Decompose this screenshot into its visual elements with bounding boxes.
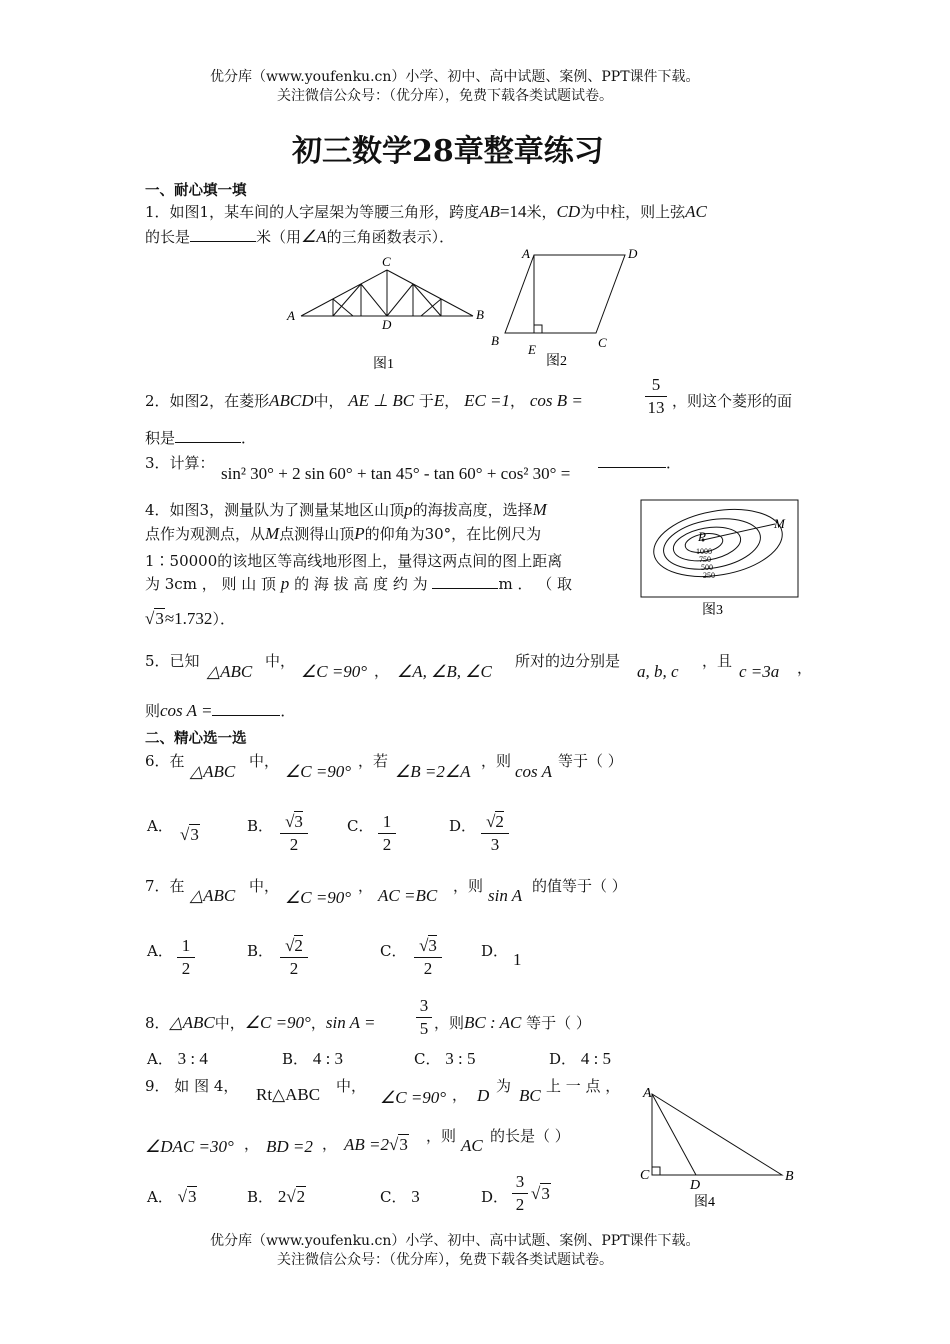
q9-option-a[interactable]: A． √3: [147, 1187, 197, 1206]
fig2-label-a: A: [522, 246, 530, 261]
q8-option-b[interactable]: B． 4 : 3: [282, 1049, 344, 1068]
q7-option-b[interactable]: B．: [247, 942, 274, 960]
question-4-line3: 1∶50000的该地区等高线地形图上，量得这两点间的图上距离: [145, 552, 563, 570]
q8-option-a[interactable]: A． 3 : 4: [147, 1049, 208, 1068]
question-4-line1: 4．如图3，测量队为了测量某地区山顶p的海拔高度，选择M: [145, 500, 547, 519]
fig3-contour-250: 250: [703, 571, 715, 580]
question-4-line5: √3≈1.732）．: [145, 609, 235, 628]
section-choice-heading: 二、精心选一选: [145, 731, 247, 747]
fig2-label-d: D: [628, 246, 638, 261]
question-4-line2: 点作为观测点，从M点测得山顶P的仰角为30°，在比例尺为: [145, 524, 542, 543]
fig1-label-d: D: [382, 317, 392, 332]
footer-line2: 关注微信公众号：（优分库），免费下载各类试题试卷。: [277, 1252, 613, 1268]
q7-option-c[interactable]: C．: [380, 942, 407, 960]
answer-blank-2[interactable]: [175, 428, 241, 443]
question-1: 1．如图1，某车间的人字屋架为等腰三角形，跨度AB=14米，CD为中柱，则上弦AC: [145, 202, 707, 221]
question-2: 2．如图2，在菱形ABCD中， AE ⊥ BC 于E， EC =1， cos B =: [145, 391, 583, 410]
fig1-caption: 图1: [373, 357, 394, 372]
q7-option-d[interactable]: D．: [481, 942, 509, 960]
fig1-label-a: A: [287, 308, 295, 323]
answer-blank-4[interactable]: [432, 574, 498, 589]
question-3-expression: sin² 30° + 2 sin 60° + tan 45° - tan 60° + cos² 30° =: [221, 464, 571, 483]
fig2-caption: 图2: [546, 354, 567, 369]
q6-option-d[interactable]: D．: [449, 817, 477, 835]
q9-option-c[interactable]: C． 3: [380, 1187, 420, 1206]
q2-fraction: 5 13: [645, 375, 667, 418]
figure-3-contour-map: [640, 497, 800, 622]
fig4-label-d: D: [690, 1178, 701, 1193]
fig4-label-b: B: [785, 1169, 794, 1184]
q7-option-a[interactable]: A．: [147, 942, 173, 960]
question-2-line2: 积是 ．: [145, 429, 257, 447]
fig3-contour-1000: 1000: [696, 547, 712, 556]
q8-fraction: 3 5: [416, 996, 432, 1039]
fig3-label-p: P: [698, 529, 706, 544]
fig2-label-b: B: [491, 333, 499, 348]
q6-option-c[interactable]: C．: [347, 817, 374, 835]
fig1-label-b: B: [476, 307, 484, 322]
question-4-line4: 为 3cm ， 则 山 顶 p 的 海 拔 高 度 约 为 m ． （ 取: [145, 574, 572, 593]
q5-triangle: △ABC: [207, 662, 253, 681]
question-8: 8．△ABC中，∠C =90°，sin A =: [145, 1013, 376, 1032]
fig3-contour-500: 500: [701, 563, 713, 572]
figure-4-right-triangle: [632, 1080, 807, 1215]
q8-option-d[interactable]: D． 4 : 5: [549, 1049, 612, 1068]
q9-option-d[interactable]: D．: [481, 1188, 509, 1206]
answer-blank-5[interactable]: [212, 701, 280, 716]
question-9: 9． 如 图 4，: [145, 1077, 239, 1095]
fig2-label-e: E: [528, 342, 536, 357]
figure-1-roof-truss: [283, 252, 493, 372]
footer-line1: 优分库（www.youfenku.cn）小学、初中、高中试题、案例、PPT课件下载。: [210, 1233, 700, 1249]
header-line2: 关注微信公众号：（优分库），免费下载各类试题试卷。: [277, 88, 613, 104]
fig2-label-c: C: [598, 335, 607, 350]
fig3-label-m: M: [774, 516, 785, 531]
question-3: 3．计算：: [145, 454, 215, 472]
page-title: 初三数学28章整章练习: [292, 134, 604, 169]
question-5-line2: 则cos A = ．: [145, 701, 296, 720]
q8-option-c[interactable]: C． 3 : 5: [414, 1049, 476, 1068]
fig3-caption: 图3: [702, 603, 723, 618]
answer-blank-1[interactable]: [190, 227, 256, 242]
fig4-caption: 图4: [694, 1195, 715, 1210]
question-6: 6．在: [145, 752, 185, 770]
q6-option-b[interactable]: B．: [247, 817, 274, 835]
q9-option-b[interactable]: B． 2√2: [247, 1187, 306, 1206]
section-fill-heading: 一、耐心填一填: [145, 183, 247, 199]
fig3-contour-750: 750: [699, 555, 711, 564]
header-line1: 优分库（www.youfenku.cn）小学、初中、高中试题、案例、PPT课件下载。: [210, 69, 700, 85]
answer-blank-3[interactable]: [598, 453, 666, 468]
q6-option-a[interactable]: A．: [147, 817, 173, 835]
fig4-label-c: C: [640, 1168, 650, 1183]
question-1-line2: 的长是 米（用∠A的三角函数表示）．: [145, 227, 455, 246]
question-5: 5．已知: [145, 652, 200, 670]
fig1-label-c: C: [382, 254, 391, 269]
question-7: 7．在: [145, 877, 185, 895]
figure-2-rhombus: [488, 244, 648, 374]
question-3-blank: ．: [598, 452, 681, 473]
fig4-label-a: A: [643, 1086, 652, 1101]
question-2-tail: ，则这个菱形的面: [672, 392, 793, 410]
